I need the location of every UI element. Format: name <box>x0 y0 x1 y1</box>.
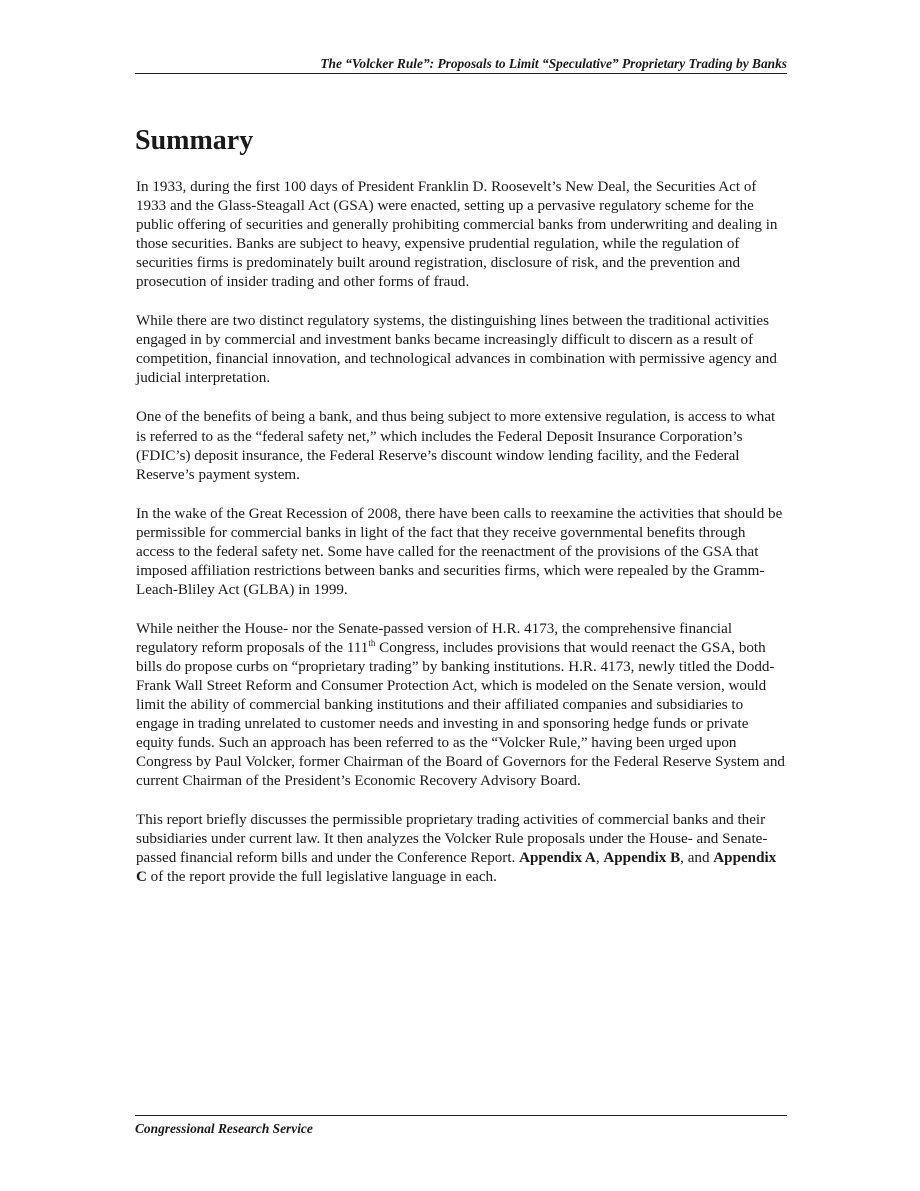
paragraph-6-text-2: , <box>595 850 604 867</box>
paragraph-5-text-start: While neither the House- nor the Senate-passed version of H.R. 4173, the comprehensive financial regulatory reform proposals of the 111 <box>136 620 733 656</box>
paragraph-1: In 1933, during the first 100 days of President Franklin D. Roosevelt’s New Deal, the Securities Act of 1933 and the Glass-Steagall Act (GSA) were enacted, setting up a pervasive regulatory scheme for the public offering of securities and generally prohibiting commercial banks from underwriting and dealing in those securities. Banks are subject to heavy, expensive prudential regulation, while the regulation of securities firms is predominately built around registration, disclosure of risk, and the prevention and prosecution of insider trading and other forms of fraud. <box>136 179 778 291</box>
footer-organization: Congressional Research Service <box>135 1121 313 1136</box>
appendix-a-reference: Appendix A <box>519 850 596 867</box>
running-footer <box>135 1115 787 1137</box>
paragraph-4: In the wake of the Great Recession of 2008, there have been calls to reexamine the activities that should be permissible for commercial banks in light of the fact that they receive governmental benefits through access to the federal safety net. Some have called for the reenactment of the provisions of the GSA that imposed affiliation restrictions between banks and securities firms, which were repealed by the Gramm-Leach-Bliley Act (GLBA) in 1999. <box>136 505 783 598</box>
section-title: Summary <box>135 125 254 156</box>
ordinal-superscript: th <box>368 637 376 648</box>
paragraph-5 <box>136 620 786 791</box>
paragraph-5-text-end: Congress, includes provisions that would reenact the GSA, both bills do propose curbs on “proprietary trading” by banking institutions. H.R. 4173, newly titled the Dodd-Frank Wall Street Reform and Consumer Protection Act, which is modeled on the Senate version, would limit the ability of commercial banking institutions and their affiliated companies and subsidiaries to engage in trading unrelated to customer needs and investing in and sponsoring hedge funds or private equity funds. Such an approach has been referred to as the “Volcker Rule,” having been urged upon Congress by Paul Volcker, former Chairman of the Board of Governors for the Federal Reserve System and current Chairman of the President’s Economic Recovery Advisory Board. <box>136 639 785 790</box>
summary-body <box>136 178 786 908</box>
running-header <box>135 55 787 74</box>
appendix-c-reference: Appendix C <box>136 850 777 886</box>
paragraph-6-text-4: of the report provide the full legislative language in each. <box>146 869 497 886</box>
paragraph-6 <box>136 811 786 887</box>
paragraph-2: While there are two distinct regulatory systems, the distinguishing lines between the traditional activities engaged in by commercial and investment banks became increasingly difficult to discern as a result of competition, financial innovation, and technological advances in combination with permissive agency and judicial interpretation. <box>136 313 777 387</box>
paragraph-6-text-1: This report briefly discusses the permissible proprietary trading activities of commercial banks and their subsidiaries under current law. It then analyzes the Volcker Rule proposals under the House- and Senate-passed financial reform bills and under the Conference Report. <box>136 812 768 867</box>
paragraph-3: One of the benefits of being a bank, and thus being subject to more extensive regulation, is access to what is referred to as the “federal safety net,” which includes the Federal Deposit Insurance Corporation’s (FDIC’s) deposit insurance, the Federal Reserve’s discount window lending facility, and the Federal Reserve’s payment system. <box>136 409 776 483</box>
appendix-b-reference: Appendix B <box>603 850 681 867</box>
running-header-title: The “Volcker Rule”: Proposals to Limit “Speculative” Proprietary Trading by Banks <box>320 56 787 71</box>
paragraph-6-text-3: , and <box>680 850 714 867</box>
